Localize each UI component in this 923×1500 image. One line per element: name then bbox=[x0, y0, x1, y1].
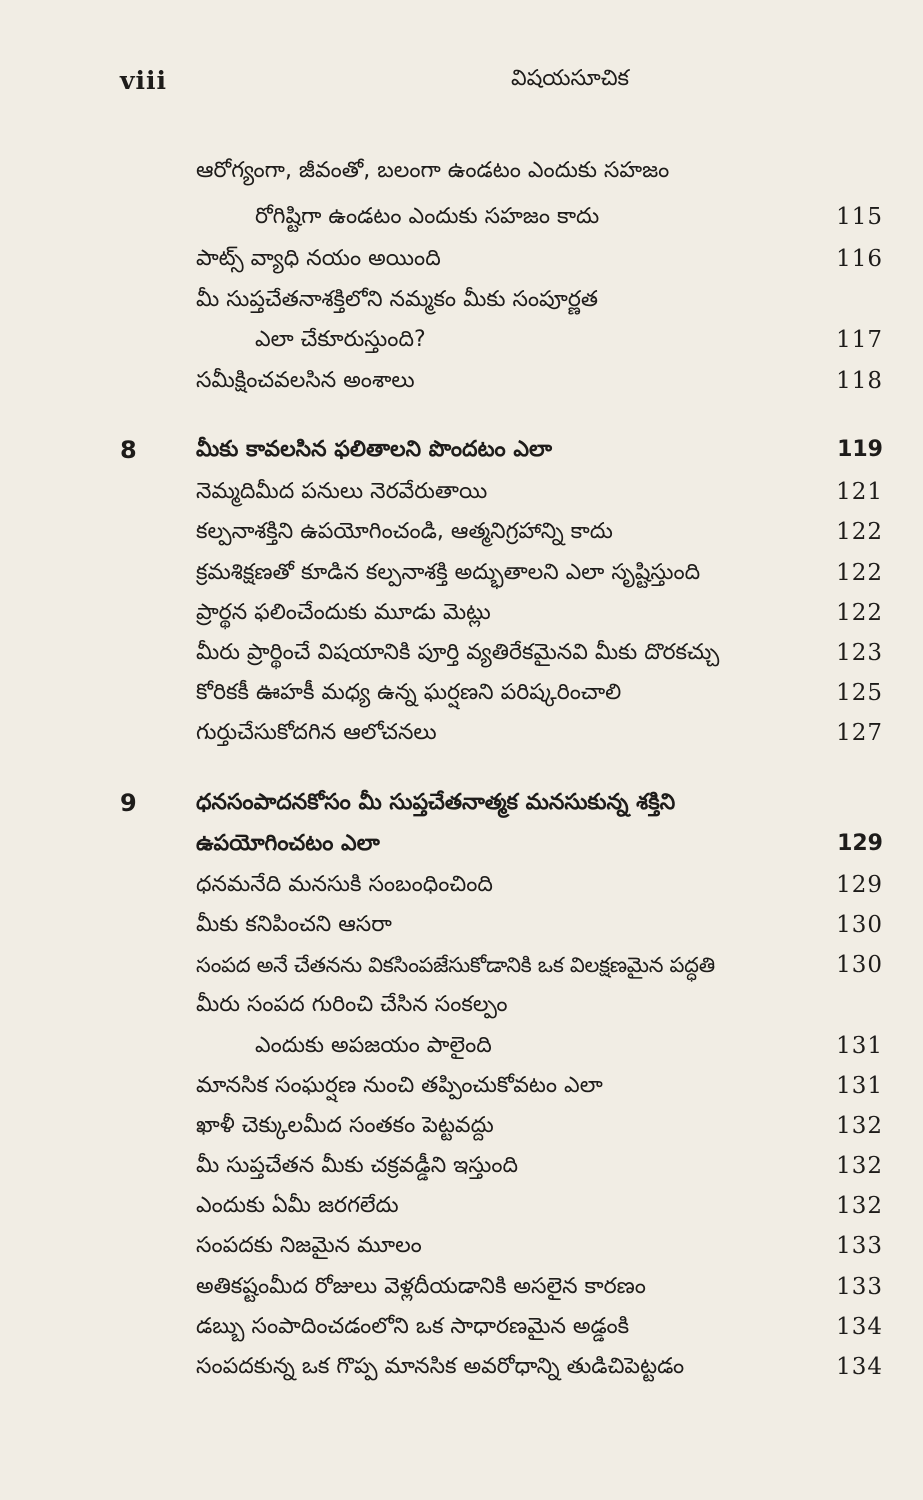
toc-entry bbox=[0, 596, 923, 636]
toc-page-number: 125 bbox=[836, 680, 883, 706]
chapter-number: 9 bbox=[120, 789, 137, 817]
toc-entry bbox=[0, 475, 923, 515]
toc-entry-title: మీ సుప్తచేతనాశక్తిలోని నమ్మకం మీకు సంపూర్ణత bbox=[196, 287, 598, 312]
toc-page-number: 127 bbox=[836, 720, 883, 746]
toc-entry-title: డబ్బు సంపాదించడంలోని ఒక సాధారణమైన అడ్డంకి bbox=[196, 1314, 630, 1339]
toc-page-number: 130 bbox=[836, 952, 883, 978]
toc-entry-title: నెమ్మదిమీద పనులు నెరవేరుతాయి bbox=[196, 479, 488, 504]
toc-entry bbox=[0, 154, 923, 194]
chapter-heading bbox=[0, 433, 923, 473]
toc-page-number: 116 bbox=[836, 246, 883, 272]
toc-entry-title: ఎందుకు అపజయం పాలైంది bbox=[255, 1033, 492, 1058]
toc-entry bbox=[0, 908, 923, 948]
toc-page-number: 134 bbox=[836, 1354, 883, 1380]
toc-entry-title: ఖాళీ చెక్కులమీద సంతకం పెట్టవద్దు bbox=[196, 1113, 494, 1138]
chapter-title: ఉపయోగించటం ఎలా bbox=[196, 831, 380, 856]
toc-entry bbox=[0, 283, 923, 323]
toc-page-number: 121 bbox=[836, 479, 883, 505]
toc-entry-title: ఆరోగ్యంగా, జీవంతో, బలంగా ఉండటం ఎందుకు సహజం bbox=[196, 158, 670, 183]
chapter-heading bbox=[0, 786, 923, 826]
toc-page-number: 132 bbox=[836, 1193, 883, 1219]
toc-entry-title: సమీక్షించవలసిన అంశాలు bbox=[196, 368, 415, 393]
chapter-title: మీకు కావలసిన ఫలితాలని పొందటం ఎలా bbox=[196, 437, 553, 462]
chapter-heading-continued bbox=[0, 827, 923, 867]
chapter-page-number: 119 bbox=[837, 437, 883, 462]
toc-entry-title: ప్రార్థన ఫలించేందుకు మూడు మెట్లు bbox=[196, 600, 491, 625]
toc-entry-title: మానసిక సంఘర్షణ నుంచి తప్పించుకోవటం ఎలా bbox=[196, 1073, 603, 1098]
toc-entry bbox=[0, 515, 923, 555]
toc-entry bbox=[0, 1109, 923, 1149]
toc-entry bbox=[0, 1229, 923, 1269]
toc-entry bbox=[0, 1270, 923, 1310]
toc-entry-title: ఎందుకు ఏమీ జరగలేదు bbox=[196, 1193, 399, 1218]
toc-entry bbox=[0, 868, 923, 908]
toc-page-number: 122 bbox=[836, 519, 883, 545]
toc-page-number: 118 bbox=[836, 368, 883, 394]
toc-entry-title: అతికష్టంమీద రోజులు వెళ్లదీయడానికి అసలైన కారణం bbox=[196, 1274, 646, 1299]
toc-entry-title: కల్పనాశక్తిని ఉపయోగించండి, ఆత్మనిగ్రహాన్ని కాదు bbox=[196, 519, 613, 544]
toc-entry bbox=[0, 1350, 923, 1390]
chapter-title: ధనసంపాదనకోసం మీ సుప్తచేతనాత్మక మనసుకున్న శక్తిని bbox=[196, 790, 676, 815]
toc-entry-title: మీరు ప్రార్థించే విషయానికి పూర్తి వ్యతిరేకమైనవి మీకు దొరకచ్చు bbox=[196, 640, 720, 665]
toc-entry bbox=[0, 200, 923, 240]
toc-entry bbox=[0, 1069, 923, 1109]
toc-entry bbox=[0, 242, 923, 282]
toc-entry-title: ఎలా చేకూరుస్తుంది? bbox=[255, 327, 426, 352]
chapter-page-number: 129 bbox=[837, 831, 883, 856]
toc-page-number: 123 bbox=[836, 640, 883, 666]
toc-page-number: 117 bbox=[836, 327, 883, 353]
toc-entry bbox=[0, 1149, 923, 1189]
running-title: విషయసూచిక bbox=[510, 66, 630, 91]
toc-entry bbox=[0, 1189, 923, 1229]
toc-entry-title: సంపదకు నిజమైన మూలం bbox=[196, 1233, 422, 1258]
toc-page-number: 134 bbox=[836, 1314, 883, 1340]
toc-entry-title: సంపదకున్న ఒక గొప్ప మానసిక అవరోధాన్ని తుడిచిపెట్టడం bbox=[196, 1354, 685, 1379]
toc-page-number: 115 bbox=[836, 204, 883, 230]
toc-entry bbox=[0, 323, 923, 363]
toc-entry bbox=[0, 1029, 923, 1069]
toc-entry-title: క్రమశిక్షణతో కూడిన కల్పనాశక్తి అద్భుతాలని ఎలా సృష్టిస్తుంది bbox=[196, 560, 701, 585]
toc-page-number: 131 bbox=[836, 1033, 883, 1059]
toc-page-number: 133 bbox=[836, 1274, 883, 1300]
page-header bbox=[120, 66, 883, 106]
toc-entry bbox=[0, 636, 923, 676]
chapter-number: 8 bbox=[120, 436, 137, 464]
toc-page-number: 131 bbox=[836, 1073, 883, 1099]
toc-entry bbox=[0, 1310, 923, 1350]
toc-page-number: 122 bbox=[836, 600, 883, 626]
toc-entry-title: పాట్స్ వ్యాధి నయం అయింది bbox=[196, 246, 441, 271]
toc-page-number: 122 bbox=[836, 560, 883, 586]
toc-page-number: 133 bbox=[836, 1233, 883, 1259]
toc-page-number: 130 bbox=[836, 912, 883, 938]
toc-entry bbox=[0, 556, 923, 596]
toc-page-number: 129 bbox=[836, 872, 883, 898]
toc-page-number: 132 bbox=[836, 1153, 883, 1179]
toc-entry-title: సంపద అనే చేతనను వికసింపజేసుకోడానికి ఒక విలక్షణమైన పద్ధతి bbox=[196, 953, 715, 977]
toc-entry bbox=[0, 676, 923, 716]
toc-entry bbox=[0, 948, 923, 988]
page-folio: viii bbox=[120, 66, 168, 95]
toc-entry-title: గుర్తుచేసుకోదగిన ఆలోచనలు bbox=[196, 720, 437, 745]
toc-entry-title: రోగిష్టిగా ఉండటం ఎందుకు సహజం కాదు bbox=[255, 204, 600, 229]
toc-entry-title: మీ సుప్తచేతన మీకు చక్రవడ్డీని ఇస్తుంది bbox=[196, 1153, 519, 1178]
toc-entry-title: కోరికకీ ఊహకీ మధ్య ఉన్న ఘర్షణని పరిష్కరించాలి bbox=[196, 680, 622, 705]
toc-page-number: 132 bbox=[836, 1113, 883, 1139]
toc-entry-title: మీకు కనిపించని ఆసరా bbox=[196, 912, 392, 937]
toc-entry bbox=[0, 364, 923, 404]
toc-entry-title: మీరు సంపద గురించి చేసిన సంకల్పం bbox=[196, 992, 508, 1017]
toc-entry bbox=[0, 716, 923, 756]
toc-entry bbox=[0, 988, 923, 1028]
toc-entry-title: ధనమనేది మనసుకి సంబంధించింది bbox=[196, 872, 493, 897]
